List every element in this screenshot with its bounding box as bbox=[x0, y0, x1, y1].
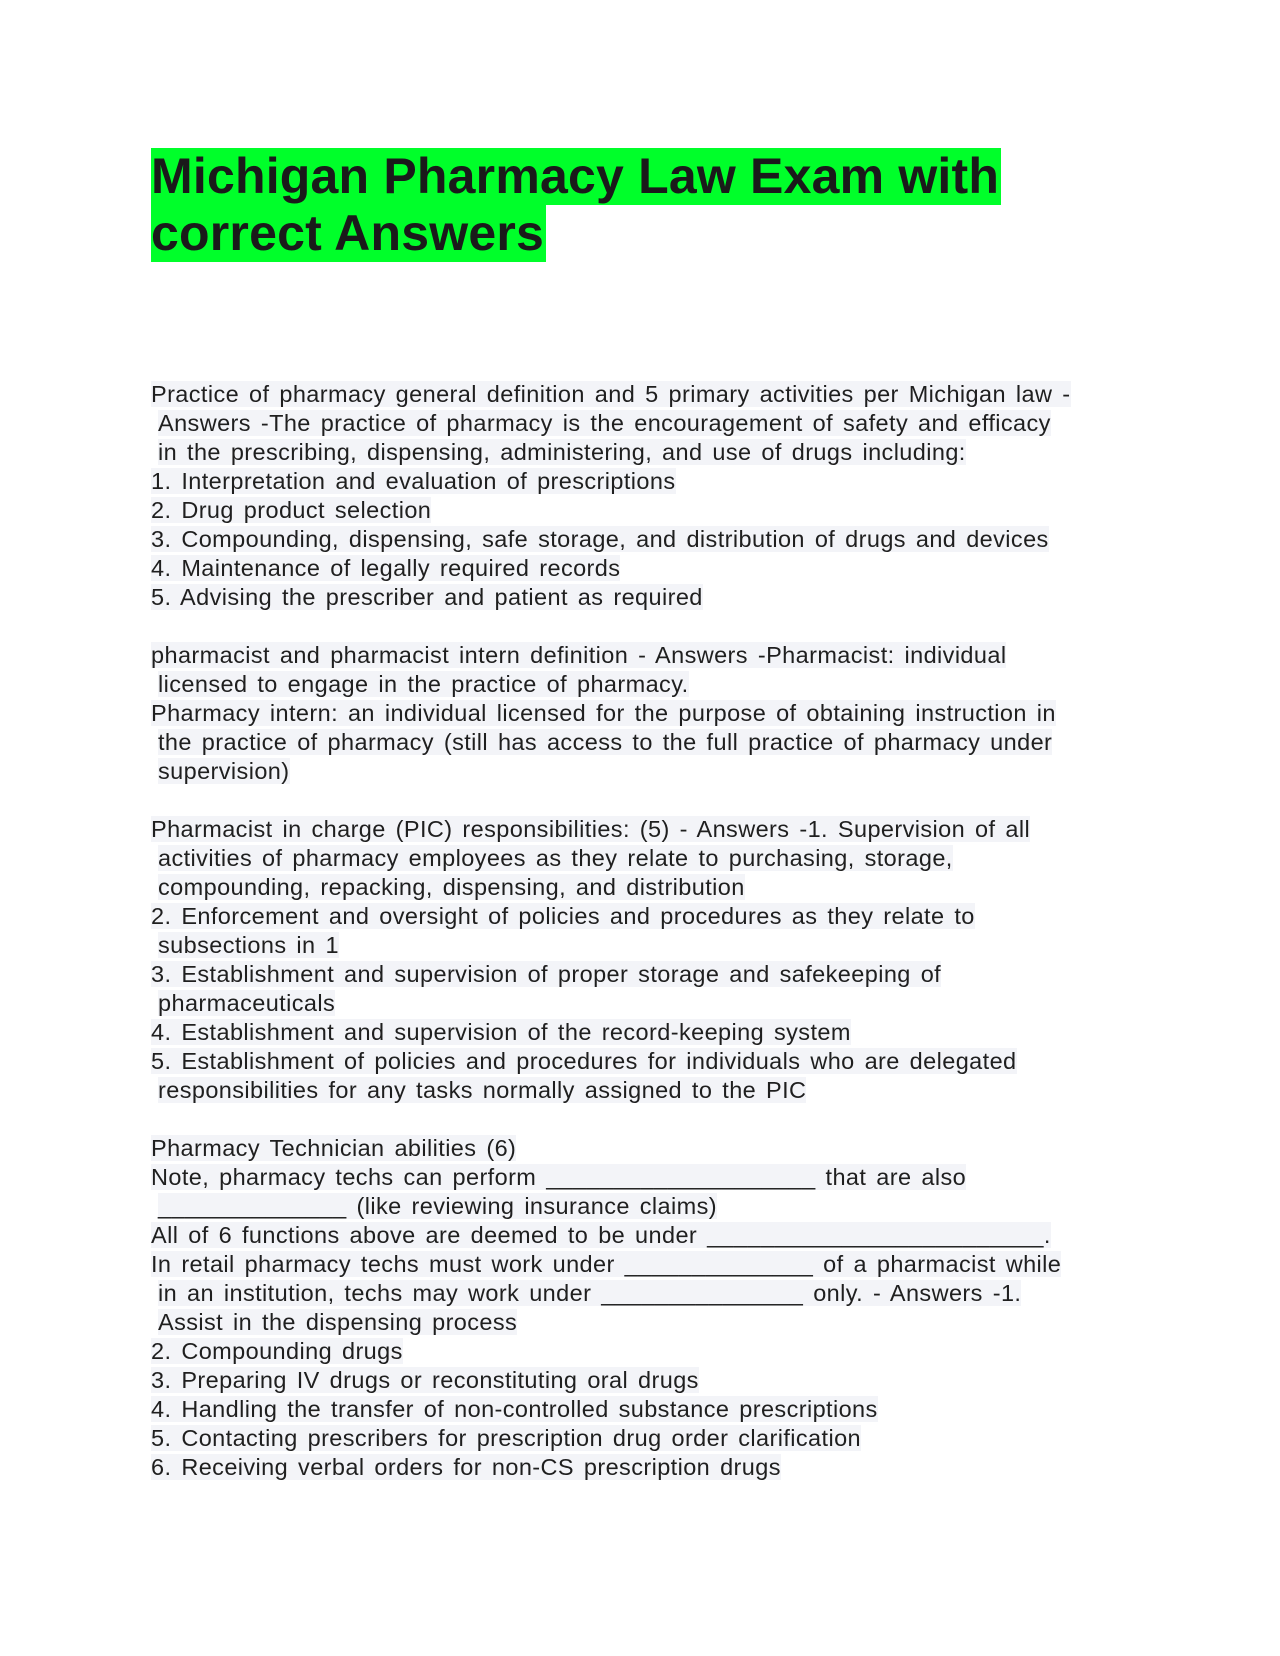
list-item: 4. Establishment and supervision of the record-keeping system bbox=[151, 1019, 851, 1045]
text-line: Assist in the dispensing process bbox=[158, 1309, 518, 1335]
text-line: pharmaceuticals bbox=[158, 990, 336, 1016]
list-item: 4. Maintenance of legally required records bbox=[151, 555, 621, 581]
text-line: compounding, repacking, dispensing, and distribution bbox=[158, 874, 745, 900]
text-line: subsections in 1 bbox=[158, 932, 339, 958]
text-line: Pharmacy Technician abilities (6) bbox=[151, 1135, 517, 1161]
title-line-2: correct Answers bbox=[151, 205, 544, 261]
qa-section-pharmacist-intern bbox=[151, 641, 1131, 786]
list-item: 3. Preparing IV drugs or reconstituting oral drugs bbox=[151, 1367, 699, 1393]
text-line: the practice of pharmacy (still has access to the full practice of pharmacy under bbox=[158, 729, 1053, 755]
text-line: Pharmacist in charge (PIC) responsibilities: (5) - Answers -1. Supervision of all bbox=[151, 816, 1031, 842]
text-line: in the prescribing, dispensing, administering, and use of drugs including: bbox=[158, 439, 966, 465]
list-item: 2. Enforcement and oversight of policies and procedures as they relate to bbox=[151, 903, 975, 929]
qa-section-pic-responsibilities bbox=[151, 815, 1131, 1105]
list-item: 6. Receiving verbal orders for non-CS prescription drugs bbox=[151, 1454, 781, 1480]
text-line: responsibilities for any tasks normally assigned to the PIC bbox=[158, 1077, 807, 1103]
list-item: 3. Compounding, dispensing, safe storage, and distribution of drugs and devices bbox=[151, 526, 1049, 552]
list-item: 5. Establishment of policies and procedures for individuals who are delegated bbox=[151, 1048, 1017, 1074]
text-line: Pharmacy intern: an individual licensed for the purpose of obtaining instruction in bbox=[151, 700, 1056, 726]
list-item: 2. Drug product selection bbox=[151, 497, 432, 523]
text-line: pharmacist and pharmacist intern definition - Answers -Pharmacist: individual bbox=[151, 642, 1007, 668]
document-body bbox=[151, 380, 1131, 1511]
text-line: in an institution, techs may work under _______________ only. - Answers -1. bbox=[158, 1280, 1022, 1306]
text-line: licensed to engage in the practice of pharmacy. bbox=[158, 671, 689, 697]
qa-section-technician-abilities bbox=[151, 1134, 1131, 1482]
text-line: Practice of pharmacy general definition and 5 primary activities per Michigan law - bbox=[151, 381, 1071, 407]
list-item: 5. Advising the prescriber and patient as required bbox=[151, 584, 703, 610]
list-item: 4. Handling the transfer of non-controlled substance prescriptions bbox=[151, 1396, 878, 1422]
text-line: In retail pharmacy techs must work under ______________ of a pharmacist while bbox=[151, 1251, 1062, 1277]
text-line: Answers -The practice of pharmacy is the encouragement of safety and efficacy bbox=[158, 410, 1051, 436]
document-title bbox=[151, 148, 1011, 262]
text-line: All of 6 functions above are deemed to be under _________________________. bbox=[151, 1222, 1051, 1248]
text-line: supervision) bbox=[158, 758, 290, 784]
list-item: 3. Establishment and supervision of proper storage and safekeeping of bbox=[151, 961, 942, 987]
text-line: Note, pharmacy techs can perform ____________________ that are also bbox=[151, 1164, 967, 1190]
list-item: 2. Compounding drugs bbox=[151, 1338, 403, 1364]
qa-section-practice-of-pharmacy bbox=[151, 380, 1131, 612]
list-item: 5. Contacting prescribers for prescription drug order clarification bbox=[151, 1425, 862, 1451]
list-item: 1. Interpretation and evaluation of prescriptions bbox=[151, 468, 676, 494]
title-line-1: Michigan Pharmacy Law Exam with bbox=[151, 148, 1000, 204]
text-line: ______________ (like reviewing insurance claims) bbox=[158, 1193, 717, 1219]
text-line: activities of pharmacy employees as they relate to purchasing, storage, bbox=[158, 845, 953, 871]
